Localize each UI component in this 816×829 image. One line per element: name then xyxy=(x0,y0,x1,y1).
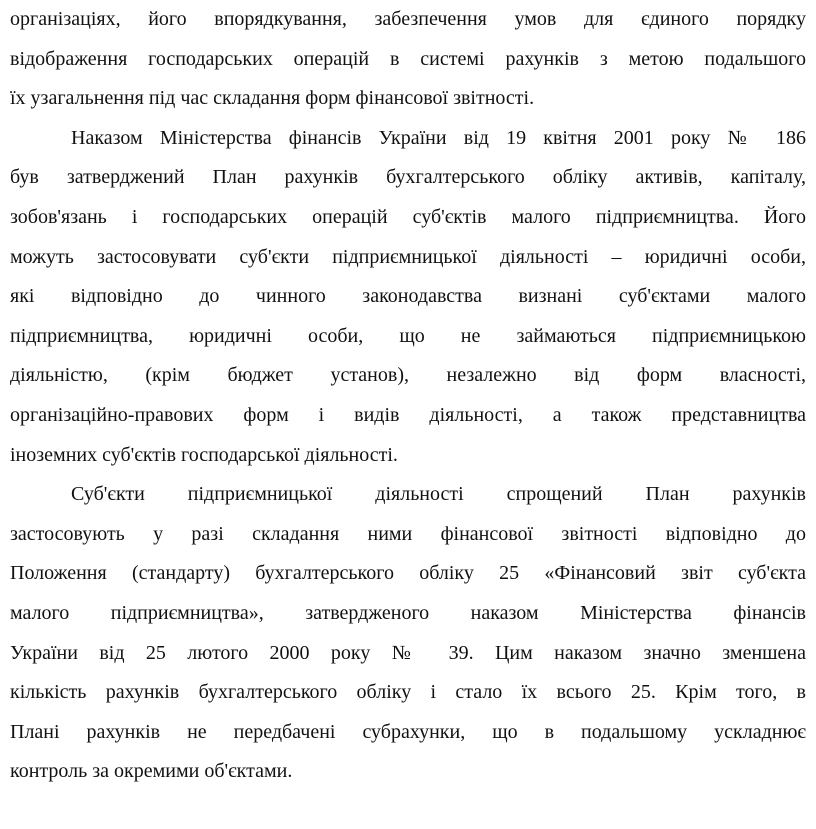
text-line: кількість рахунків бухгалтерського обліку і стало їх всього 25. Крім того, в xyxy=(10,681,806,704)
text-line: відображення господарських операцій в системі рахунків з метою подальшого xyxy=(10,47,806,70)
text-line: іноземних суб'єктів господарської діяльності. xyxy=(10,443,398,466)
text-line: зобов'язань і господарських операцій суб'єктів малого підприємництва. Його xyxy=(10,205,806,228)
document-page xyxy=(10,0,806,792)
text-line: діяльністю, (крім бюджет установ), незалежно від форм власності, xyxy=(10,364,806,387)
text-line: був затверджений План рахунків бухгалтерського обліку активів, капіталу, xyxy=(10,166,806,189)
text-line: Положення (стандарту) бухгалтерського обліку 25 «Фінансовий звіт суб'єкта xyxy=(10,562,806,585)
text-line: Плані рахунків не передбачені субрахунки, що в подальшому ускладнює xyxy=(10,720,806,743)
text-line: їх узагальнення під час складання форм фінансової звітності. xyxy=(10,87,535,110)
paragraph-3 xyxy=(10,475,806,792)
text-line: які відповідно до чинного законодавства визнані суб'єктами малого xyxy=(10,285,806,308)
text-line: організаційно-правових форм і видів діяльності, а також представництва xyxy=(10,403,806,426)
text-line: Наказом Міністерства фінансів України від 19 квітня 2001 року № 186 xyxy=(71,126,806,149)
text-line: можуть застосовувати суб'єкти підприємницької діяльності – юридичні особи, xyxy=(10,245,806,268)
text-line: організаціях, його впорядкування, забезпечення умов для єдиного порядку xyxy=(10,8,806,30)
text-line: малого підприємництва», затвердженого наказом Міністерства фінансів xyxy=(10,601,806,624)
text-line: України від 25 лютого 2000 року № 39. Цим наказом значно зменшена xyxy=(10,641,806,664)
text-line: підприємництва, юридичні особи, що не займаються підприємницькою xyxy=(10,324,806,347)
text-line: контроль за окремими об'єктами. xyxy=(10,760,293,783)
text-line: Суб'єкти підприємницької діяльності спрощений План рахунків xyxy=(71,483,806,506)
text-line: застосовують у разі складання ними фінансової звітності відповідно до xyxy=(10,522,806,545)
paragraph-2 xyxy=(10,119,806,475)
paragraph-1 xyxy=(10,0,806,119)
